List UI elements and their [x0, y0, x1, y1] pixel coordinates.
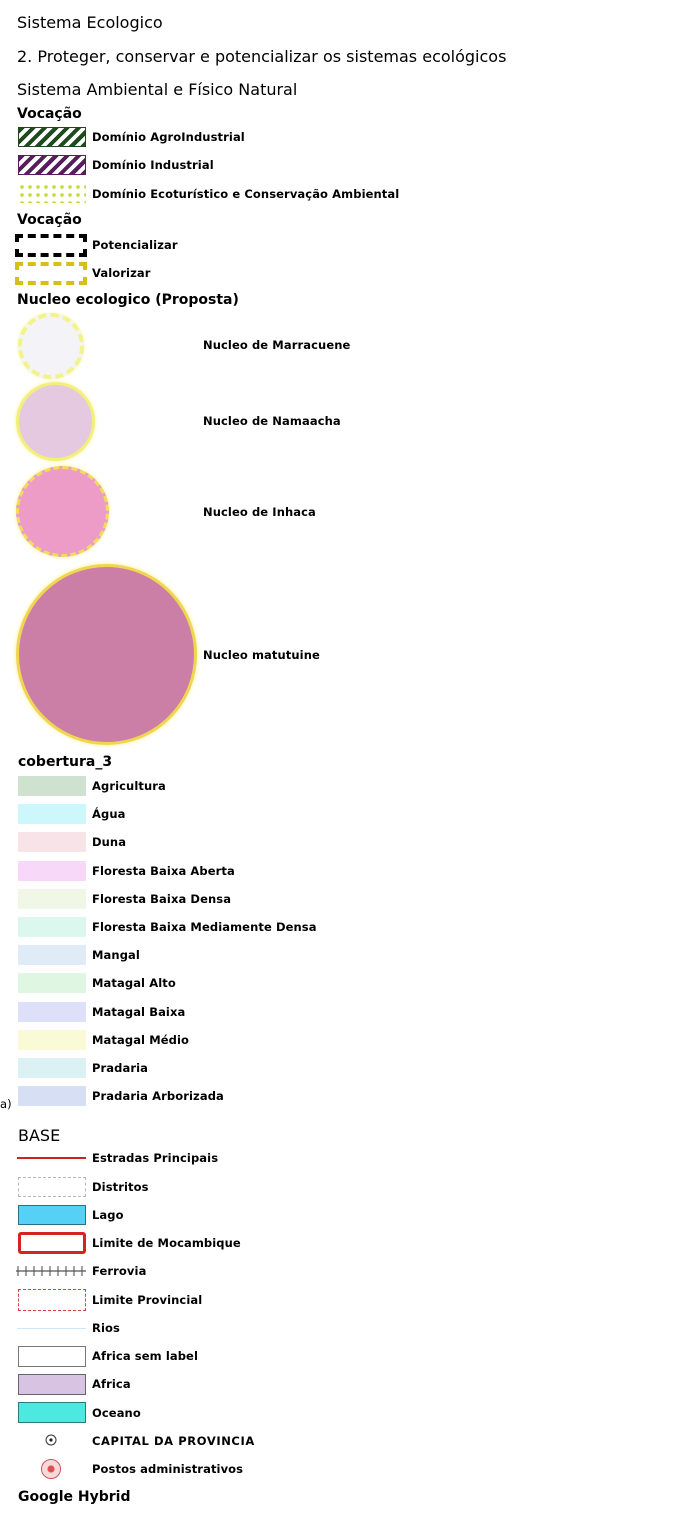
africa-swatch	[18, 1374, 86, 1395]
cobertura-swatch	[18, 1030, 86, 1050]
legend-label: Postos administrativos	[92, 1462, 244, 1476]
vocacao-heading: Vocação	[17, 106, 82, 122]
nucleo-matutuine-circle	[16, 564, 197, 745]
cobertura-label: Floresta Baixa Mediamente Densa	[92, 920, 317, 934]
cobertura-label: Matagal Médio	[92, 1033, 190, 1047]
stray-fragment: a)	[0, 1097, 12, 1111]
legend-label: Domínio Industrial	[92, 158, 214, 172]
cobertura-swatch	[18, 1002, 86, 1022]
limite-provincial-swatch	[18, 1289, 86, 1311]
legend-label: Rios	[92, 1321, 120, 1335]
cobertura-swatch	[18, 861, 86, 881]
cobertura-label: Água	[92, 807, 126, 821]
nucleo-heading: Nucleo ecologico (Proposta)	[17, 292, 239, 308]
legend-label: Domínio AgroIndustrial	[92, 130, 245, 144]
cobertura-swatch	[18, 889, 86, 909]
posto-administrativo-icon	[40, 1458, 62, 1480]
legend-label: Valorizar	[92, 266, 151, 280]
cobertura-label: Matagal Baixa	[92, 1005, 186, 1019]
legend-label: Distritos	[92, 1180, 149, 1194]
capital-point-icon	[44, 1433, 58, 1447]
legend-label: Nucleo de Marracuene	[203, 338, 351, 352]
legend-label: Oceano	[92, 1406, 141, 1420]
google-hybrid-label: Google Hybrid	[18, 1489, 131, 1505]
ecoturistico-swatch	[18, 183, 86, 203]
potencializar-swatch	[15, 234, 87, 257]
legend-label: Estradas Principais	[92, 1151, 219, 1165]
nucleo-marracuene-circle	[18, 313, 84, 379]
cobertura-swatch	[18, 917, 86, 937]
oceano-swatch	[18, 1402, 86, 1423]
legend-label: Nucleo de Namaacha	[203, 414, 341, 428]
legend-title: Sistema Ecologico	[17, 13, 163, 32]
legend-label: Potencializar	[92, 238, 178, 252]
base-heading: BASE	[18, 1126, 61, 1145]
nucleo-namaacha-circle	[16, 382, 95, 461]
road-line-symbol	[17, 1157, 86, 1159]
cobertura-swatch	[18, 804, 86, 824]
cobertura-label: Pradaria Arborizada	[92, 1089, 224, 1103]
cobertura-swatch	[18, 1086, 86, 1106]
legend-label: Domínio Ecoturístico e Conservação Ambiental	[92, 187, 400, 201]
legend-label: Ferrovia	[92, 1264, 147, 1278]
valorizar-swatch	[15, 262, 87, 285]
agroindustrial-swatch	[18, 127, 86, 147]
distritos-swatch	[18, 1177, 86, 1197]
legend-label: Nucleo matutuine	[203, 648, 320, 662]
africa-sem-label-swatch	[18, 1346, 86, 1367]
legend-label: Nucleo de Inhaca	[203, 505, 316, 519]
cobertura-swatch	[18, 776, 86, 796]
legend-label: Limite Provincial	[92, 1293, 203, 1307]
limite-mocambique-swatch	[18, 1232, 86, 1254]
section-title: Sistema Ambiental e Físico Natural	[17, 80, 298, 99]
cobertura-label: Agricultura	[92, 779, 166, 793]
legend-label: Africa	[92, 1377, 131, 1391]
legend-subtitle: 2. Proteger, conservar e potencializar os sistemas ecológicos	[17, 47, 507, 66]
cobertura-label: Floresta Baixa Densa	[92, 892, 232, 906]
industrial-swatch	[18, 155, 86, 175]
cobertura-label: Floresta Baixa Aberta	[92, 864, 235, 878]
rios-line-symbol	[17, 1328, 86, 1329]
cobertura-label: Mangal	[92, 948, 140, 962]
cobertura-heading: cobertura_3	[18, 754, 113, 770]
railway-line-symbol	[16, 1264, 87, 1278]
legend-label: Lago	[92, 1208, 124, 1222]
legend-label: Africa sem label	[92, 1349, 199, 1363]
legend-label: Limite de Mocambique	[92, 1236, 241, 1250]
legend-label: CAPITAL DA PROVINCIA	[92, 1434, 255, 1448]
cobertura-swatch	[18, 945, 86, 965]
cobertura-label: Pradaria	[92, 1061, 149, 1075]
cobertura-swatch	[18, 832, 86, 852]
cobertura-label: Matagal Alto	[92, 976, 176, 990]
cobertura-swatch	[18, 1058, 86, 1078]
cobertura-swatch	[18, 973, 86, 993]
nucleo-inhaca-circle	[16, 466, 109, 557]
cobertura-label: Duna	[92, 835, 127, 849]
lago-swatch	[18, 1205, 86, 1225]
vocacao-heading-2: Vocação	[17, 212, 82, 228]
